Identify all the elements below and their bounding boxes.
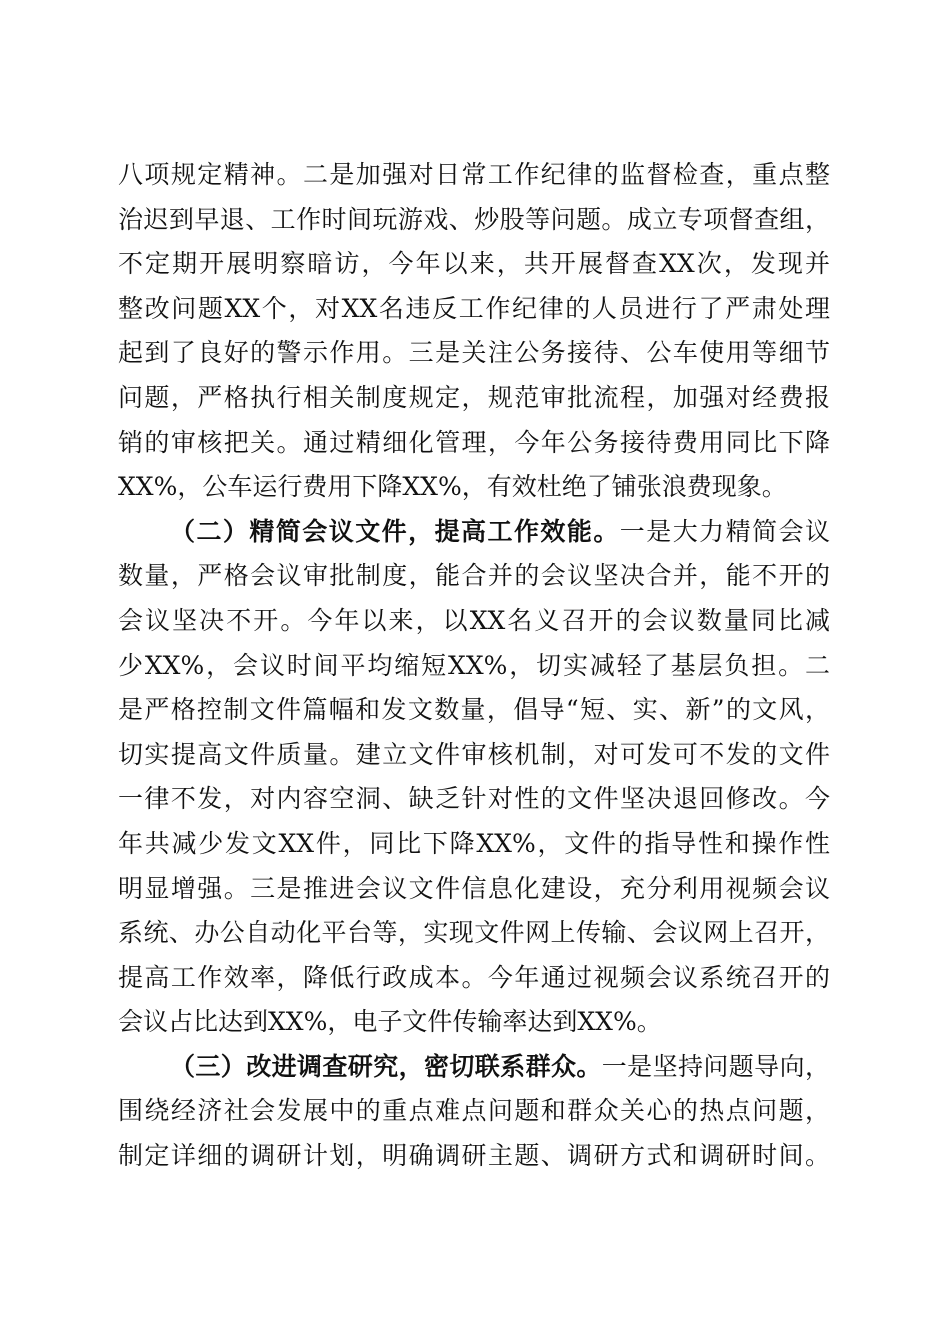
text-line — [118, 153, 830, 198]
text-line — [118, 287, 830, 332]
document-page — [118, 153, 830, 1179]
text-line — [118, 822, 830, 867]
text-line — [118, 733, 830, 778]
line-text: 数量，严格会议审批制度，能合并的会议坚决合并，能不开的 — [118, 561, 830, 591]
line-text: 问题，严格执行相关制度规定，规范审批流程，加强对经费报 — [118, 382, 830, 412]
text-line — [118, 242, 830, 287]
text-line — [118, 644, 830, 689]
line-text: 制定详细的调研计划，明确调研主题、调研方式和调研时间。 — [118, 1141, 830, 1171]
text-line — [118, 465, 830, 510]
line-text: 提高工作效率，降低行政成本。今年通过视频会议系统召开的 — [118, 962, 830, 992]
text-line — [118, 599, 830, 644]
text-line — [118, 867, 830, 912]
line-text: 整改问题XX个，对XX名违反工作纪律的人员进行了严肃处理 — [118, 293, 830, 323]
text-line — [118, 1089, 830, 1134]
text-line — [118, 688, 830, 733]
line-text: 一是大力精简会议 — [619, 516, 830, 546]
line-text: 切实提高文件质量。建立文件审核机制，对可发可不发的文件 — [118, 739, 830, 769]
line-text: 销的审核把关。通过精细化管理，今年公务接待费用同比下降 — [118, 427, 830, 457]
text-line — [118, 911, 830, 956]
section-heading: （二）精简会议文件，提高工作效能。 — [170, 516, 620, 546]
section-heading: （三）改进调查研究，密切联系群众。 — [170, 1051, 602, 1081]
line-text: 年共减少发文XX件，同比下降XX%，文件的指导性和操作性 — [118, 828, 830, 858]
text-line — [118, 1134, 830, 1179]
line-text: 围绕经济社会发展中的重点难点问题和群众关心的热点问题， — [118, 1096, 830, 1126]
line-text: 一律不发，对内容空洞、缺乏针对性的文件坚决退回修改。今 — [118, 784, 830, 814]
text-line — [118, 510, 830, 555]
line-text: 八项规定精神。二是加强对日常工作纪律的监督检查，重点整 — [118, 160, 830, 189]
text-line — [118, 376, 830, 421]
line-text: 一是坚持问题导向， — [601, 1051, 830, 1081]
text-line — [118, 421, 830, 466]
text-line — [118, 198, 830, 243]
line-text: 系统、办公自动化平台等，实现文件网上传输、会议网上召开， — [118, 918, 830, 948]
line-text: 会议占比达到XX%，电子文件传输率达到XX%。 — [118, 1007, 662, 1037]
line-text: 是严格控制文件篇幅和发文数量，倡导“短、实、新”的文风， — [118, 695, 830, 725]
line-text: 会议坚决不开。今年以来，以XX名义召开的会议数量同比减 — [118, 605, 830, 635]
line-text: 起到了良好的警示作用。三是关注公务接待、公车使用等细节 — [118, 338, 830, 368]
line-text: 不定期开展明察暗访，今年以来，共开展督查XX次，发现并 — [118, 249, 830, 279]
text-line — [118, 1045, 830, 1090]
text-line — [118, 554, 830, 599]
line-text: XX%，公车运行费用下降XX%，有效杜绝了铺张浪费现象。 — [118, 472, 787, 502]
line-text: 少XX%，会议时间平均缩短XX%，切实减轻了基层负担。二 — [118, 650, 830, 680]
line-text: 明显增强。三是推进会议文件信息化建设，充分利用视频会议 — [118, 873, 830, 903]
text-line — [118, 331, 830, 376]
text-line — [118, 1000, 830, 1045]
text-line — [118, 777, 830, 822]
line-text: 治迟到早退、工作时间玩游戏、炒股等问题。成立专项督查组， — [118, 204, 830, 234]
text-line — [118, 956, 830, 1001]
